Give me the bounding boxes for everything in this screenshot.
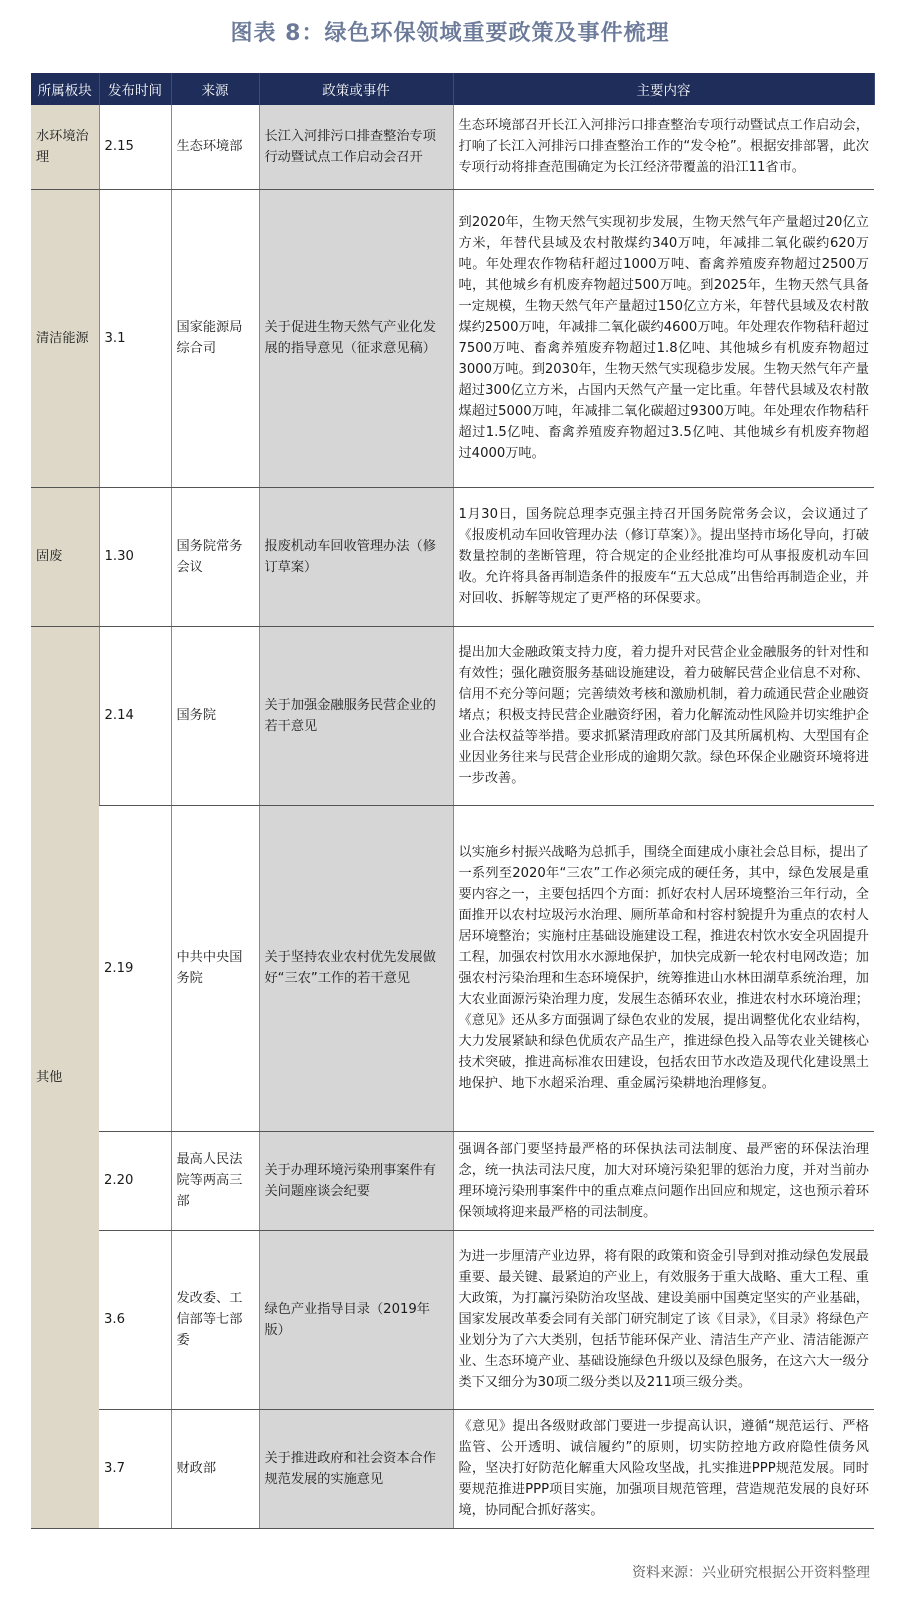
policy-cell: 关于坚持农业农村优先发展做好“三农”工作的若干意见 xyxy=(259,805,453,1131)
content-cell: 《意见》提出各级财政部门要进一步提高认识，遵循“规范运行、严格监管、公开透明、诚信履约”的原则，切实防控地方政府隐性债务风险，坚决打好防范化解重大风险攻坚战，扎实推进PPP规范发展。同时要规范推进PPP项目实施，加强项目规范管理，营造规范发展的良好环境，协同配合抓好落实。 xyxy=(453,1409,874,1528)
content-cell: 生态环境部召开长江入河排污口排查整治专项行动暨试点工作启动会，打响了长江入河排污口排查整治工作的“发令枪”。根据安排部署，此次专项行动将排查范围确定为长江经济带覆盖的沿江11省市。 xyxy=(453,105,874,189)
date-cell: 3.1 xyxy=(99,189,171,487)
figure-title: 图表 8：绿色环保领域重要政策及事件梳理 xyxy=(230,21,670,46)
table-row xyxy=(31,487,874,626)
content-cell: 提出加大金融政策支持力度，着力提升对民营企业金融服务的针对性和有效性；强化融资服务基础设施建设，着力破解民营企业信息不对称、信用不充分等问题；完善绩效考核和激励机制，着力疏通民营企业融资堵点；积极支持民营企业融资纾困，着力化解流动性风险并切实维护企业合法权益等举措。要求抓紧清理政府部门及其所属机构、大型国有企业因业务往来与民营企业形成的逾期欠款。绿色环保企业融资环境将进一步改善。 xyxy=(453,626,874,805)
category-cell: 水环境治理 xyxy=(31,105,99,189)
date-cell: 2.20 xyxy=(99,1131,171,1230)
table-row xyxy=(31,105,874,189)
table-row xyxy=(31,1409,874,1528)
source-note: 资料来源：兴业研究根据公开资料整理 xyxy=(632,1565,870,1581)
content-cell: 强调各部门要坚持最严格的环保执法司法制度、最严密的环保法治理念，统一执法司法尺度，加大对环境污染犯罪的惩治力度，并对当前办理环境污染刑事案件中的重点难点问题作出回应和规定，这也预示着环保领域将迎来最严格的司法制度。 xyxy=(453,1131,874,1230)
policy-cell: 关于加强金融服务民营企业的若干意见 xyxy=(259,626,453,805)
content-cell: 为进一步厘清产业边界，将有限的政策和资金引导到对推动绿色发展最重要、最关键、最紧迫的产业上，有效服务于重大战略、重大工程、重大政策，为打赢污染防治攻坚战、建设美丽中国奠定坚实的产业基础，国家发展改革委会同有关部门研究制定了该《目录》，《目录》将绿色产业划分为了六大类别，包括节能环保产业、清洁生产产业、清洁能源产业、生态环境产业、基础设施绿色升级以及绿色服务，在这六大一级分类下又细分为30项二级分类以及211项三级分类。 xyxy=(453,1230,874,1409)
table-row xyxy=(31,1131,874,1230)
source-cell: 国务院常务会议 xyxy=(171,487,259,626)
table-row xyxy=(31,805,874,1131)
policy-cell: 绿色产业指导目录（2019年版） xyxy=(259,1230,453,1409)
header-policy: 政策或事件 xyxy=(259,73,453,105)
category-cell: 清洁能源 xyxy=(31,189,99,487)
policy-cell: 报废机动车回收管理办法（修订草案） xyxy=(259,487,453,626)
policy-cell: 关于办理环境污染刑事案件有关问题座谈会纪要 xyxy=(259,1131,453,1230)
content-cell: 1月30日，国务院总理李克强主持召开国务院常务会议，会议通过了《报废机动车回收管理办法（修订草案）》。提出坚持市场化导向，打破数量控制的垄断管理，符合规定的企业经批准均可从事报废机动车回收。允许将具备再制造条件的报废车“五大总成”出售给再制造企业，并对回收、拆解等规定了更严格的环保要求。 xyxy=(453,487,874,626)
date-cell: 3.6 xyxy=(99,1230,171,1409)
source-cell: 发改委、工信部等七部委 xyxy=(171,1230,259,1409)
date-cell: 2.14 xyxy=(99,626,171,805)
policy-cell: 关于推进政府和社会资本合作规范发展的实施意见 xyxy=(259,1409,453,1528)
header-content: 主要内容 xyxy=(453,73,874,105)
source-cell: 国务院 xyxy=(171,626,259,805)
policy-cell: 关于促进生物天然气产业化发展的指导意见（征求意见稿） xyxy=(259,189,453,487)
table-row xyxy=(31,189,874,487)
date-cell: 1.30 xyxy=(99,487,171,626)
content-cell: 以实施乡村振兴战略为总抓手，围绕全面建成小康社会总目标，提出了一系列至2020年“三农”工作必须完成的硬任务，其中，绿色发展是重要内容之一，主要包括四个方面：抓好农村人居环境整治三年行动，全面推开以农村垃圾污水治理、厕所革命和村容村貌提升为重点的农村人居环境整治；实施村庄基础设施建设工程，推进农村饮水安全巩固提升工程，加强农村饮用水水源地保护，加快完成新一轮农村电网改造；加强农村污染治理和生态环境保护，统筹推进山水林田湖草系统治理，加大农业面源污染治理力度，发展生态循环农业，推进农村水环境治理；《意见》还从多方面强调了绿色农业的发展，提出调整优化农业结构，大力发展紧缺和绿色优质农产品生产，推进绿色投入品等农业关键核心技术突破，推进高标准农田建设，包括农田节水改造及现代化建设黑土地保护、地下水超采治理、重金属污染耕地治理修复。 xyxy=(453,805,874,1131)
source-cell: 国家能源局综合司 xyxy=(171,189,259,487)
date-cell: 2.15 xyxy=(99,105,171,189)
source-cell: 中共中央国务院 xyxy=(171,805,259,1131)
policy-table xyxy=(31,73,875,1529)
date-cell: 3.7 xyxy=(99,1409,171,1528)
table-row xyxy=(31,626,874,805)
header-date: 发布时间 xyxy=(99,73,171,105)
header-source: 来源 xyxy=(171,73,259,105)
category-cell: 固废 xyxy=(31,487,99,626)
source-cell: 最高人民法院等两高三部 xyxy=(171,1131,259,1230)
header-category: 所属板块 xyxy=(31,73,99,105)
header-row xyxy=(31,73,874,105)
source-cell: 财政部 xyxy=(171,1409,259,1528)
source-cell: 生态环境部 xyxy=(171,105,259,189)
policy-cell: 长江入河排污口排查整治专项行动暨试点工作启动会召开 xyxy=(259,105,453,189)
category-cell: 其他 xyxy=(31,626,99,1528)
table-row xyxy=(31,1230,874,1409)
date-cell: 2.19 xyxy=(99,805,171,1131)
content-cell: 到2020年，生物天然气实现初步发展，生物天然气年产量超过20亿立方米，年替代县域及农村散煤约340万吨，年减排二氧化碳约620万吨。年处理农作物秸秆超过1000万吨、畜禽养殖废弃物超过2500万吨，其他城乡有机废弃物超过500万吨。到2025年，生物天然气具备一定规模，生物天然气年产量超过150亿立方米，年替代县域及农村散煤约2500万吨，年减排二氧化碳约4600万吨。年处理农作物秸秆超过7500万吨、畜禽养殖废弃物超过1.8亿吨、其他城乡有机废弃物超过3000万吨。到2030年，生物天然气实现稳步发展。生物天然气年产量超过300亿立方米，占国内天然气产量一定比重。年替代县域及农村散煤超过5000万吨，年减排二氧化碳超过9300万吨。年处理农作物秸秆超过1.5亿吨、畜禽养殖废弃物超过3.5亿吨、其他城乡有机废弃物超过4000万吨。 xyxy=(453,189,874,487)
